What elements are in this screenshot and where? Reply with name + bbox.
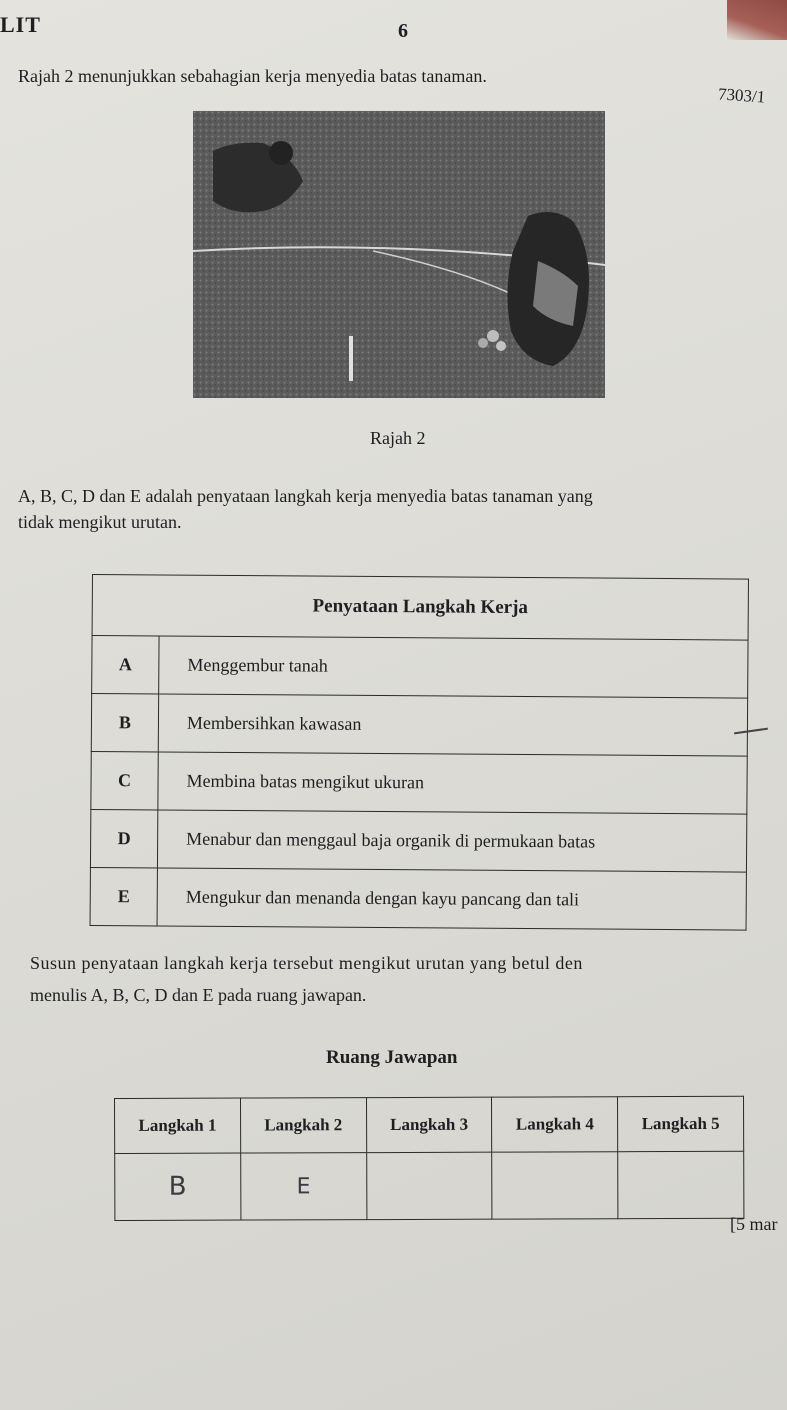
figure-caption: Rajah 2 bbox=[370, 428, 426, 448]
table-row bbox=[91, 694, 747, 757]
row-text: Membina batas mengikut ukuran bbox=[158, 752, 747, 814]
statement-line-2: tidak mengikut urutan. bbox=[18, 512, 182, 532]
instruction-line-1: Susun penyataan langkah kerja tersebut mengikut urutan yang betul den bbox=[30, 953, 583, 973]
answer-header-4: Langkah 4 bbox=[492, 1097, 618, 1152]
answer-table bbox=[114, 1096, 744, 1221]
answer-cell-1[interactable]: B bbox=[115, 1153, 241, 1220]
page-number: 6 bbox=[398, 20, 408, 42]
answer-header-3: Langkah 3 bbox=[366, 1097, 492, 1152]
answer-header-5: Langkah 5 bbox=[618, 1096, 744, 1151]
header-label: LIT bbox=[0, 12, 41, 37]
paper-corner bbox=[727, 0, 787, 40]
row-text: Menggembur tanah bbox=[159, 636, 748, 698]
table-row bbox=[90, 809, 746, 872]
row-label: C bbox=[91, 751, 158, 809]
table-row bbox=[90, 867, 746, 930]
row-label: B bbox=[91, 694, 158, 752]
instruction-line-2: menulis A, B, C, D dan E pada ruang jawapan. bbox=[30, 985, 367, 1005]
row-label: D bbox=[90, 809, 157, 867]
marks-label: [5 mar bbox=[730, 1214, 778, 1234]
answer-header-2: Langkah 2 bbox=[240, 1098, 366, 1153]
answer-header-1: Langkah 1 bbox=[115, 1098, 241, 1153]
row-text: Menabur dan menggaul baja organik di permukaan batas bbox=[157, 810, 746, 872]
row-text: Membersihkan kawasan bbox=[158, 694, 747, 756]
answer-space-title: Ruang Jawapan bbox=[326, 1047, 458, 1068]
steps-table-header: Penyataan Langkah Kerja bbox=[92, 575, 748, 641]
steps-table bbox=[90, 574, 749, 931]
row-label: E bbox=[90, 867, 157, 925]
figure-photo bbox=[193, 111, 605, 398]
row-text: Mengukur dan menanda dengan kayu pancang dan tali bbox=[157, 868, 746, 930]
field-photo-illustration bbox=[193, 111, 605, 398]
table-row bbox=[91, 751, 747, 814]
table-row bbox=[92, 636, 748, 699]
answer-cell-3[interactable] bbox=[366, 1152, 492, 1219]
row-label: A bbox=[92, 636, 159, 694]
answer-cell-4[interactable] bbox=[492, 1152, 618, 1219]
answer-cell-2[interactable]: E bbox=[240, 1153, 366, 1220]
intro-text: Rajah 2 menunjukkan sebahagian kerja menyedia batas tanaman. bbox=[18, 66, 487, 86]
statement-line-1: A, B, C, D dan E adalah penyataan langkah kerja menyedia batas tanaman yang bbox=[18, 486, 593, 506]
paper-code: 7303/1 bbox=[717, 84, 766, 107]
answer-cell-5[interactable] bbox=[618, 1151, 744, 1218]
